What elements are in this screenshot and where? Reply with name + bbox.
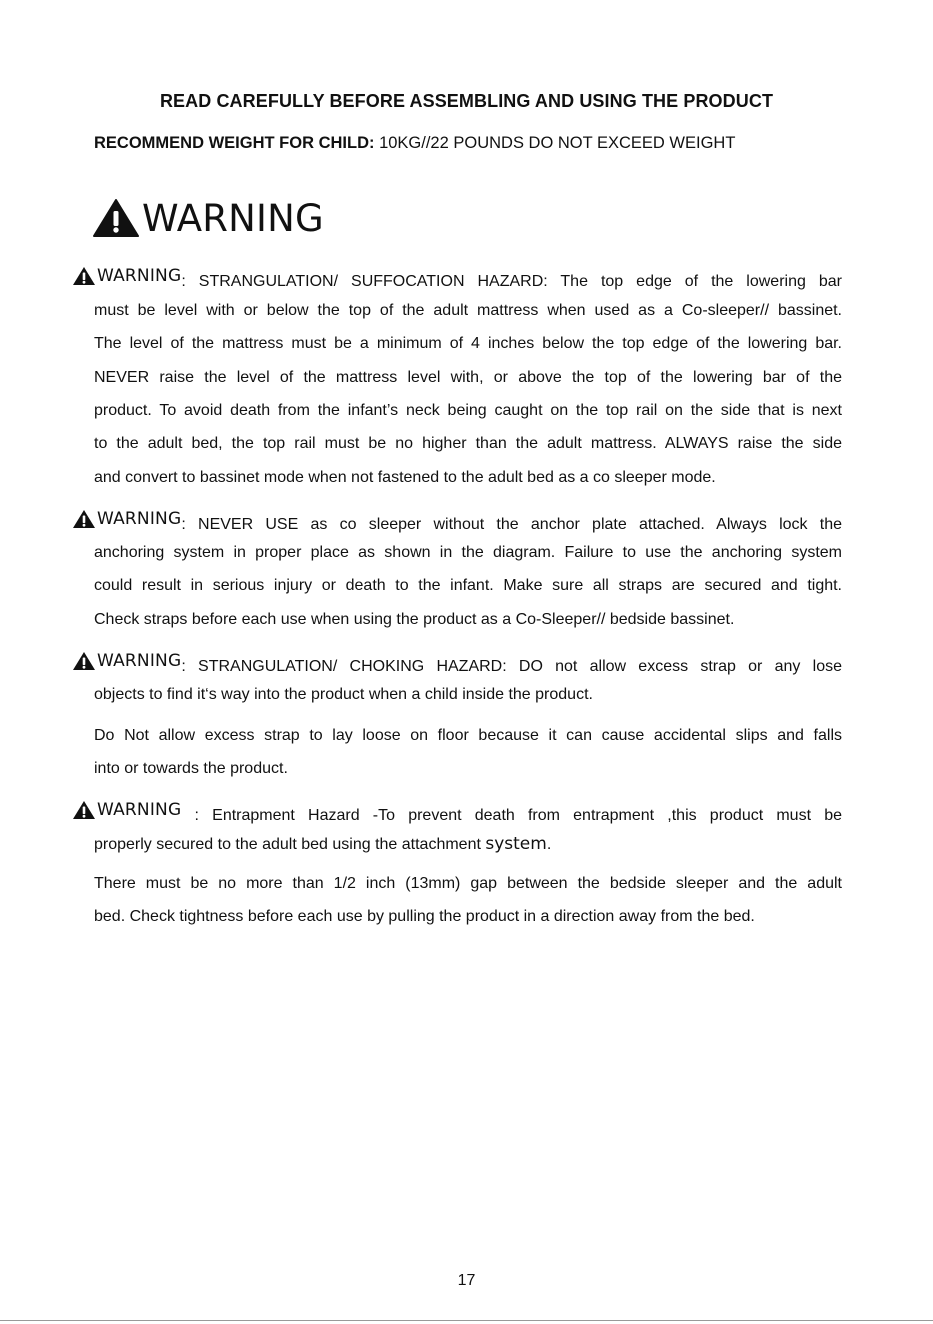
warning-banner-text: WARNING [142, 196, 324, 240]
warning-line: bed. Check tightness before each use by pulling the product in a direction away from the bed. [94, 908, 755, 925]
warning-line: Do Not allow excess strap to lay loose on floor because it can cause accidental slips and falls [94, 727, 842, 744]
warning-line: and convert to bassinet mode when not fastened to the adult bed as a co sleeper mode. [94, 469, 716, 486]
warning-icon [72, 651, 96, 671]
warning-line: could result in serious injury or death to the infant. Make sure all straps are secured and tight. [94, 577, 842, 594]
warning-label: WARNING [97, 509, 182, 529]
warning-label: WARNING [97, 266, 182, 286]
warning-icon [72, 509, 96, 529]
warning-icon [93, 198, 139, 238]
recommended-weight [94, 134, 914, 153]
warning-icon [72, 266, 96, 286]
warning-line: There must be no more than 1/2 inch (13mm) gap between the bedside sleeper and the adult [94, 875, 842, 892]
warning-line: WARNING : STRANGULATION/ CHOKING HAZARD: DO not allow excess strap or any lose [72, 651, 842, 677]
weight-label: RECOMMEND WEIGHT FOR CHILD: [94, 134, 375, 152]
warning-line: WARNING : NEVER USE as co sleeper without the anchor plate attached. Always lock the [72, 509, 842, 535]
warning-line: product. To avoid death from the infant’s neck being caught on the top rail on the side that is next [94, 402, 842, 419]
warning-line: anchoring system in proper place as shown in the diagram. Failure to use the anchoring system [94, 544, 842, 561]
weight-value: 10KG//22 POUNDS DO NOT EXCEED WEIGHT [374, 134, 736, 152]
warning-line: into or towards the product. [94, 760, 288, 777]
warning-label: WARNING [97, 651, 182, 671]
page-number: 17 [457, 1272, 476, 1289]
warning-line: properly secured to the adult bed using the attachment system. [94, 834, 552, 854]
warning-line: to the adult bed, the top rail must be no higher than the adult mattress. ALWAYS raise the side [94, 435, 842, 452]
warning-line: Check straps before each use when using the product as a Co-Sleeper// bedside bassinet. [94, 611, 735, 628]
warning-line: must be level with or below the top of the adult mattress when used as a Co-sleeper// bassinet. [94, 302, 842, 319]
page-title: READ CAREFULLY BEFORE ASSEMBLING AND USING THE PRODUCT [159, 91, 774, 111]
warning-line: The level of the mattress must be a minimum of 4 inches below the top edge of the lowering bar. [94, 335, 842, 352]
warning-line: WARNING : Entrapment Hazard -To prevent death from entrapment ,this product must be [72, 800, 842, 826]
warning-line: WARNING : STRANGULATION/ SUFFOCATION HAZARD: The top edge of the lowering bar [72, 266, 842, 292]
warning-banner [93, 196, 324, 240]
warning-label: WARNING [97, 800, 182, 820]
warning-line: NEVER raise the level of the mattress level with, or above the top of the lowering bar of the [94, 369, 842, 386]
warning-icon [72, 800, 96, 820]
warning-line: objects to find it‘s way into the product when a child inside the product. [94, 686, 593, 703]
bottom-rule [0, 1320, 933, 1321]
